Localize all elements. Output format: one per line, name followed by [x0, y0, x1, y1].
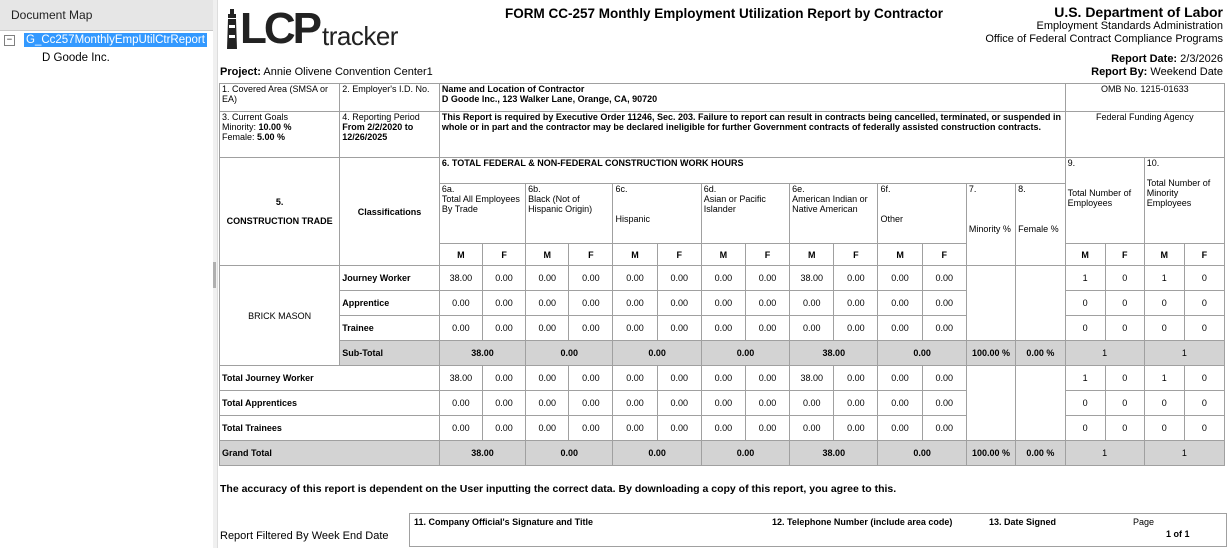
hours-cell: 0.00 [526, 291, 569, 316]
employees-total-cell: 1 [1065, 341, 1144, 366]
subtotal-row [220, 341, 1225, 366]
minority-pct-blank [966, 266, 1015, 341]
minority-employees-total-cell: 1 [1144, 341, 1224, 366]
count-cell: 1 [1144, 266, 1184, 291]
count-cell: 0 [1144, 391, 1184, 416]
col-6a-header [439, 184, 525, 244]
c6e-label: American Indian or Native American [792, 194, 868, 214]
count-cell: 0 [1184, 316, 1224, 341]
hours-cell: 0.00 [701, 416, 745, 441]
count-cell: 0 [1144, 291, 1184, 316]
project-line [220, 66, 433, 78]
count-cell: 1 [1065, 366, 1105, 391]
count-cell: 0 [1144, 316, 1184, 341]
logo-tracker-text: tracker [322, 21, 398, 51]
tree-root-node[interactable] [4, 33, 207, 47]
col-8-header [1016, 184, 1066, 266]
f-header: F [1184, 244, 1224, 266]
classification-label: Apprentice [340, 291, 440, 316]
hours-cell: 0.00 [790, 391, 834, 416]
count-cell: 0 [1105, 266, 1144, 291]
hours-cell: 0.00 [439, 416, 482, 441]
table-row [220, 416, 1225, 441]
hours-cell: 0.00 [439, 291, 482, 316]
subtotal-hours-cell: 0.00 [613, 441, 701, 466]
hours-cell: 0.00 [569, 291, 613, 316]
hours-cell: 0.00 [613, 316, 657, 341]
hours-cell: 0.00 [483, 291, 526, 316]
col-6e-header [790, 184, 878, 244]
m-header: M [1065, 244, 1105, 266]
subtotal-hours-cell: 38.00 [439, 441, 525, 466]
subtotal-hours-cell: 0.00 [526, 341, 613, 366]
hours-cell: 0.00 [701, 266, 745, 291]
hours-cell: 38.00 [790, 266, 834, 291]
splitter-grip[interactable] [213, 262, 216, 288]
subtotal-hours-cell: 38.00 [439, 341, 525, 366]
table-row [220, 266, 1225, 291]
c6c-label: Hispanic [615, 214, 650, 224]
hours-cell: 0.00 [834, 316, 878, 341]
employees-total-cell: 1 [1065, 441, 1144, 466]
m-header: M [613, 244, 657, 266]
telephone-label: 12. Telephone Number (include area code) [772, 517, 953, 527]
hours-cell: 38.00 [439, 366, 482, 391]
hours-cell: 0.00 [878, 316, 922, 341]
filter-note: Report Filtered By Week End Date [220, 530, 389, 542]
hours-cell: 0.00 [526, 316, 569, 341]
count-cell: 0 [1144, 416, 1184, 441]
classification-label: Trainee [340, 316, 440, 341]
hours-cell: 0.00 [878, 266, 922, 291]
subtotal-hours-cell: 38.00 [790, 341, 878, 366]
count-cell: 0 [1065, 316, 1105, 341]
c6f-label: Other [880, 214, 903, 224]
project-value: Annie Olivene Convention Center1 [263, 66, 433, 78]
omb-cell: OMB No. 1215-01633 [1065, 84, 1224, 112]
report-by-label: Report By: [1091, 66, 1148, 78]
count-cell: 0 [1105, 316, 1144, 341]
minority-pct-blank [966, 366, 1015, 441]
subtotal-label: Sub-Total [340, 341, 440, 366]
hours-cell: 0.00 [922, 391, 966, 416]
classification-label: Journey Worker [340, 266, 440, 291]
lighthouse-icon [224, 9, 240, 51]
minority-employees-total-cell: 1 [1144, 441, 1224, 466]
count-cell: 0 [1184, 391, 1224, 416]
hours-cell: 0.00 [439, 316, 482, 341]
logo-lcp-text: LCP [240, 4, 319, 53]
subtotal-hours-cell: 0.00 [701, 441, 789, 466]
subtotal-hours-cell: 0.00 [878, 441, 966, 466]
c6c-num: 6c. [615, 184, 628, 194]
hours-cell: 38.00 [439, 266, 482, 291]
f-header: F [569, 244, 613, 266]
female-goal-label: Female: [222, 132, 255, 142]
hours-cell: 0.00 [569, 316, 613, 341]
hours-cell: 0.00 [526, 391, 569, 416]
table-row [220, 316, 1225, 341]
hours-cell: 0.00 [657, 391, 701, 416]
col-6d-header [701, 184, 789, 244]
hours-cell: 0.00 [526, 366, 569, 391]
count-cell: 0 [1065, 291, 1105, 316]
c6e-num: 6e. [792, 184, 805, 194]
report-title: FORM CC-257 Monthly Employment Utilization Report by Contractor [505, 6, 944, 21]
total-row-label: Total Journey Worker [220, 366, 440, 391]
hours-cell: 0.00 [745, 291, 789, 316]
c6f-num: 6f. [880, 184, 891, 194]
c6a-label: Total All Employees By Trade [441, 194, 520, 214]
female-pct-cell: 0.00 % [1016, 441, 1066, 466]
c6a-num: 6a. [441, 184, 455, 194]
agency-line-2: Office of Federal Contract Compliance Programs [985, 33, 1223, 45]
c6d-num: 6d. [703, 184, 717, 194]
hours-cell: 0.00 [745, 416, 789, 441]
hours-cell: 0.00 [613, 291, 657, 316]
classifications-header: Classifications [340, 158, 440, 266]
c10-label: Total Number of Minority Employees [1146, 178, 1211, 208]
count-cell: 0 [1105, 391, 1144, 416]
hours-cell: 0.00 [526, 266, 569, 291]
hours-cell: 0.00 [701, 316, 745, 341]
period-value: From 2/2/2020 to 12/26/2025 [342, 122, 414, 142]
female-goal-value: 5.00 % [257, 132, 286, 142]
hours-cell: 0.00 [439, 391, 482, 416]
hours-cell: 0.00 [922, 366, 966, 391]
hours-cell: 0.00 [834, 291, 878, 316]
hours-cell: 0.00 [834, 366, 878, 391]
c7-num: 7. [968, 184, 977, 194]
hours-cell: 0.00 [745, 316, 789, 341]
hours-cell: 0.00 [483, 316, 526, 341]
minority-pct-cell: 100.00 % [966, 441, 1015, 466]
trade-num: 5. [275, 197, 284, 207]
reporting-period-cell [340, 112, 440, 158]
trade-rows [220, 266, 1225, 366]
signature-box [409, 513, 1227, 547]
minority-pct-cell: 100.00 % [966, 341, 1015, 366]
hours-cell: 0.00 [745, 391, 789, 416]
contractor-value: D Goode Inc., 123 Walker Lane, Orange, CA, 90720 [441, 94, 658, 104]
total-row-label: Total Trainees [220, 416, 440, 441]
hours-cell: 38.00 [790, 366, 834, 391]
total-employees-header [1065, 158, 1144, 244]
table-row [220, 291, 1225, 316]
trade-name-cell: BRICK MASON [220, 266, 340, 366]
agency-line-1: Employment Standards Administration [1036, 20, 1223, 32]
collapse-toggle-icon[interactable]: − [4, 35, 15, 46]
hours-cell: 0.00 [745, 366, 789, 391]
count-cell: 0 [1105, 366, 1144, 391]
hours-cell: 0.00 [834, 391, 878, 416]
minority-goal-value: 10.00 % [258, 122, 292, 132]
accuracy-disclaimer: The accuracy of this report is dependent on the User inputting the correct data. By downloading a copy of this report, you agree to this. [220, 483, 897, 495]
hours-cell: 0.00 [569, 366, 613, 391]
hours-cell: 0.00 [834, 266, 878, 291]
goals-label: 3. Current Goals [222, 112, 289, 122]
hours-cell: 0.00 [922, 416, 966, 441]
hours-cell: 0.00 [701, 366, 745, 391]
utilization-table [219, 83, 1225, 466]
hours-cell: 0.00 [745, 266, 789, 291]
m-header: M [878, 244, 922, 266]
hours-cell: 0.00 [569, 416, 613, 441]
total-row-label: Total Apprentices [220, 391, 440, 416]
c6b-num: 6b. [528, 184, 541, 194]
tree-child-item[interactable]: D Goode Inc. [42, 52, 110, 64]
count-cell: 0 [1065, 416, 1105, 441]
hours-cell: 0.00 [790, 416, 834, 441]
m-header: M [701, 244, 745, 266]
hours-cell: 0.00 [878, 291, 922, 316]
hours-cell: 0.00 [526, 416, 569, 441]
f-header: F [1105, 244, 1144, 266]
subtotal-row [220, 441, 1225, 466]
report-meta [1091, 53, 1223, 79]
hours-cell: 0.00 [878, 416, 922, 441]
hours-cell: 0.00 [878, 366, 922, 391]
hours-cell: 0.00 [613, 391, 657, 416]
hours-cell: 0.00 [657, 291, 701, 316]
hours-cell: 0.00 [657, 266, 701, 291]
count-cell: 1 [1144, 366, 1184, 391]
hours-cell: 0.00 [483, 266, 526, 291]
count-cell: 0 [1105, 416, 1144, 441]
c10-num: 10. [1146, 158, 1160, 168]
contractor-label: Name and Location of Contractor [441, 84, 585, 94]
hours-cell: 0.00 [701, 391, 745, 416]
hours-cell: 0.00 [922, 291, 966, 316]
subtotal-hours-cell: 0.00 [878, 341, 966, 366]
employer-id-cell: 2. Employer's I.D. No. [340, 84, 440, 112]
c8-num: 8. [1018, 184, 1026, 194]
tree-root-label[interactable]: G_Cc257MonthlyEmpUtilCtrReport [26, 34, 205, 46]
minority-goal-label: Minority: [222, 122, 257, 132]
col-6f-header [878, 184, 966, 244]
count-cell: 0 [1184, 366, 1224, 391]
hours-cell: 0.00 [657, 416, 701, 441]
c9-num: 9. [1067, 158, 1076, 168]
hours-cell: 0.00 [613, 416, 657, 441]
count-cell: 1 [1065, 266, 1105, 291]
subtotal-hours-cell: 38.00 [790, 441, 878, 466]
m-header: M [439, 244, 482, 266]
c6d-label: Asian or Pacific Islander [703, 194, 766, 214]
c8-label: Female % [1018, 224, 1059, 234]
report-date-value: 2/3/2026 [1180, 53, 1223, 65]
hours-cell: 0.00 [569, 391, 613, 416]
c6b-label: Black (Not of Hispanic Origin) [528, 194, 593, 214]
hours-cell: 0.00 [613, 266, 657, 291]
date-signed-label: 13. Date Signed [989, 517, 1057, 527]
signature-label: 11. Company Official's Signature and Title [414, 517, 594, 527]
hours-cell: 0.00 [483, 391, 526, 416]
construction-trade-header [220, 158, 340, 266]
report-page [217, 0, 1230, 548]
hours-cell: 0.00 [483, 416, 526, 441]
trade-title: CONSTRUCTION TRADE [226, 216, 333, 226]
hours-cell: 0.00 [613, 366, 657, 391]
funding-agency-cell: Federal Funding Agency [1065, 112, 1224, 158]
current-goals-cell [220, 112, 340, 158]
hours-cell: 0.00 [834, 416, 878, 441]
table-row [220, 391, 1225, 416]
f-header: F [657, 244, 701, 266]
subtotal-hours-cell: 0.00 [613, 341, 701, 366]
hours-cell: 0.00 [790, 316, 834, 341]
col-6b-header [526, 184, 613, 244]
page-label: Page [1133, 517, 1155, 527]
count-cell: 0 [1184, 416, 1224, 441]
project-label: Project: [220, 66, 261, 78]
m-header: M [790, 244, 834, 266]
report-by-value: Weekend Date [1150, 66, 1223, 78]
hours-cell: 0.00 [701, 291, 745, 316]
hours-cell: 0.00 [878, 391, 922, 416]
agency-block [985, 4, 1223, 46]
hours-cell: 0.00 [790, 291, 834, 316]
hours-cell: 0.00 [483, 366, 526, 391]
covered-area-cell: 1. Covered Area (SMSA or EA) [220, 84, 340, 112]
female-pct-blank [1016, 366, 1066, 441]
grand-total-label: Grand Total [220, 441, 440, 466]
hours-cell: 0.00 [922, 266, 966, 291]
report-date-label: Report Date: [1111, 53, 1178, 65]
hours-header: 6. TOTAL FEDERAL & NON-FEDERAL CONSTRUCTION WORK HOURS [439, 158, 1065, 184]
subtotal-hours-cell: 0.00 [701, 341, 789, 366]
document-map-pane [0, 0, 214, 548]
page-number: 1 of 1 [1166, 529, 1190, 539]
hours-cell: 0.00 [657, 366, 701, 391]
document-map-header: Document Map [0, 0, 213, 31]
lcptracker-logo [224, 5, 398, 51]
female-pct-cell: 0.00 % [1016, 341, 1066, 366]
f-header: F [834, 244, 878, 266]
table-row [220, 366, 1225, 391]
hours-cell: 0.00 [569, 266, 613, 291]
f-header: F [745, 244, 789, 266]
col-6c-header [613, 184, 701, 244]
hours-cell: 0.00 [657, 316, 701, 341]
f-header: F [483, 244, 526, 266]
female-pct-blank [1016, 266, 1066, 341]
hours-cell: 0.00 [922, 316, 966, 341]
m-header: M [1144, 244, 1184, 266]
subtotal-hours-cell: 0.00 [526, 441, 613, 466]
c7-label: Minority % [968, 224, 1011, 234]
notice-cell: This Report is required by Executive Order 11246, Sec. 203. Failure to report can result in contracts being cancelled, terminated, or suspended in whole or in part and the contractor may be declared ineligible for further Government contracts of federally assisted construction contracts. [439, 112, 1065, 158]
contractor-cell [439, 84, 1065, 112]
col-7-header [966, 184, 1015, 266]
minority-employees-header [1144, 158, 1224, 244]
c9-label: Total Number of Employees [1067, 188, 1132, 208]
period-label: 4. Reporting Period [342, 112, 420, 122]
count-cell: 0 [1065, 391, 1105, 416]
count-cell: 0 [1184, 266, 1224, 291]
count-cell: 0 [1184, 291, 1224, 316]
count-cell: 0 [1105, 291, 1144, 316]
m-header: M [526, 244, 569, 266]
total-rows [220, 366, 1225, 466]
agency-name: U.S. Department of Labor [1054, 4, 1223, 20]
f-header: F [922, 244, 966, 266]
